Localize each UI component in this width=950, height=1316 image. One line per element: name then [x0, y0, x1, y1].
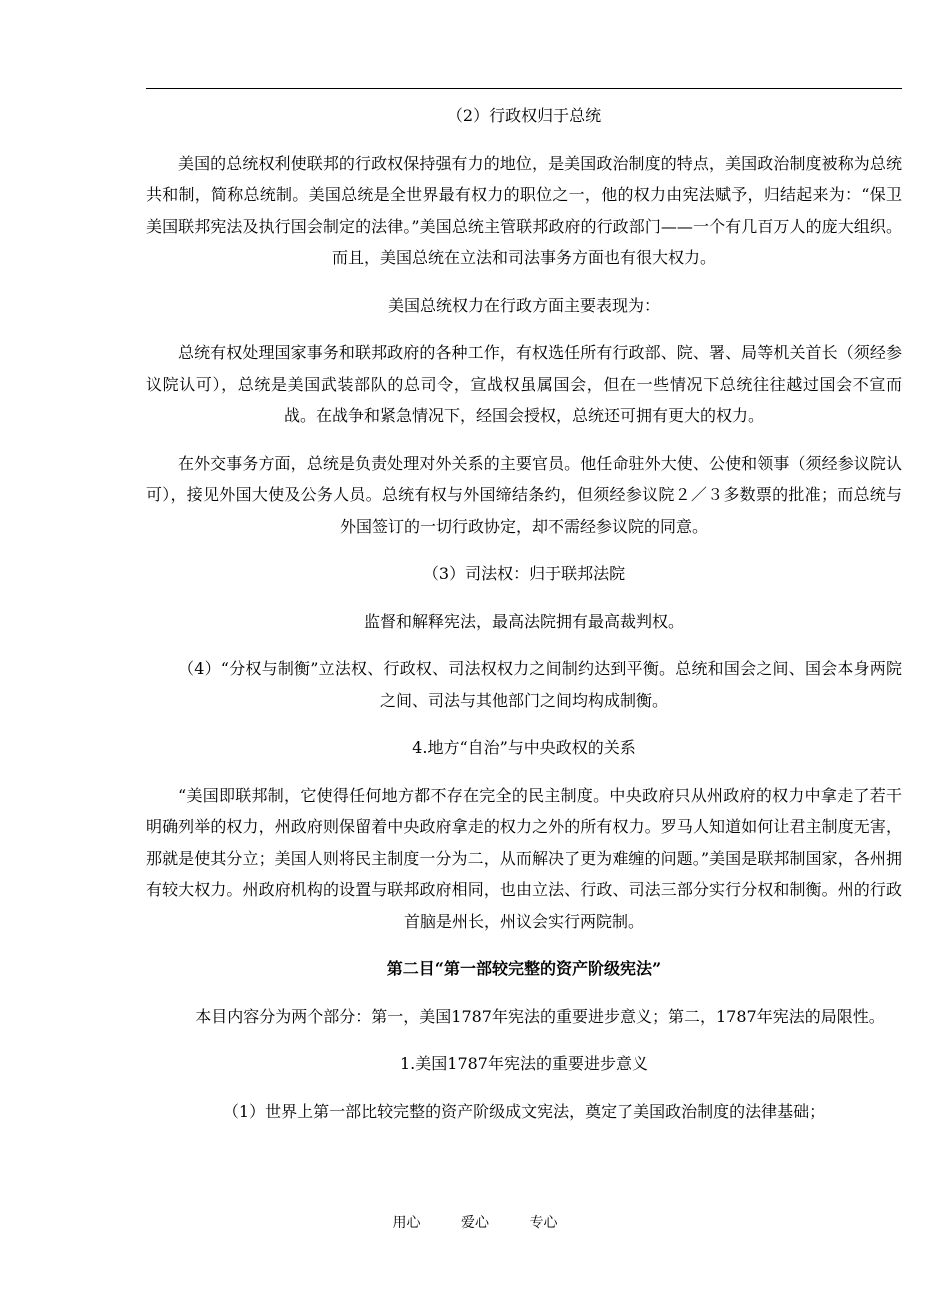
- paragraph-president-power: 美国的总统权利使联邦的行政权保持强有力的地位，是美国政治制度的特点，美国政治制度被称为总统共和制，简称总统制。美国总统是全世界最有权力的职位之一，他的权力由宪法赋予，归结起来为：“保卫美国联邦宪法及执行国会制定的法律。”美国总统主管联邦政府的行政部门——一个有几百万人的庞大组织。而且，美国总统在立法和司法事务方面也有很大权力。: [146, 153, 902, 267]
- paragraph-supreme-court: 监督和解释宪法，最高法院拥有最高裁判权。: [363, 611, 684, 631]
- section-heading-judicial: （3）司法权：归于联邦法院: [422, 564, 626, 583]
- footer-word-1: 用心: [392, 1215, 421, 1231]
- paragraph-first-constitution: （1）世界上第一部比较完整的资产阶级成文宪法，奠定了美国政治制度的法律基础；: [222, 1101, 826, 1121]
- section-heading-significance: 1.美国1787年宪法的重要进步意义: [400, 1054, 648, 1073]
- paragraph-federalism: “美国即联邦制，它使得任何地方都不存在完全的民主制度。中央政府只从州政府的权力中拿走了若干明确列举的权力，州政府则保留着中央政府拿走的权力之外的所有权力。罗马人知道如何让君主制度无害，那就是使其分立；美国人则将民主制度一分为二，从而解决了更为难缠的问题。”美国是联邦制国家，各州拥有较大权力。州政府机构的设置与联邦政府相同，也由立法、行政、司法三部分实行分权和制衡。州的行政首脑是州长，州议会实行两院制。: [146, 785, 902, 931]
- footer-word-2: 爱心: [461, 1215, 489, 1231]
- paragraph-checks-balances: （4）“分权与制衡”立法权、行政权、司法权权力之间制约达到平衡。总统和国会之间、国会本身两院之间、司法与其他部门之间均构成制衡。: [178, 659, 902, 710]
- section-heading-executive: （2）行政权归于总统: [446, 106, 602, 125]
- paragraph-executive-intro: 美国总统权力在行政方面主要表现为：: [387, 295, 660, 315]
- page-footer: [0, 1212, 950, 1232]
- header-rule: [146, 88, 902, 89]
- section-heading-local-autonomy: 4.地方“自治”与中央政权的关系: [412, 738, 636, 757]
- footer-word-3: 专心: [529, 1215, 558, 1231]
- paragraph-executive-powers: 总统有权处理国家事务和联邦政府的各种工作，有权选任所有行政部、院、署、局等机关首长（须经参议院认可），总统是美国武装部队的总司令，宣战权虽属国会，但在一些情况下总统往往越过国会不宣而战。在战争和紧急情况下，经国会授权，总统还可拥有更大的权力。: [146, 343, 902, 425]
- chapter-heading: 第二目“第一部较完整的资产阶级宪法”: [386, 959, 662, 978]
- document-body: [146, 100, 902, 1127]
- paragraph-overview: 本目内容分为两个部分：第一，美国1787年宪法的重要进步意义；第二，1787年宪法的局限性。: [195, 1006, 885, 1026]
- paragraph-foreign-affairs: 在外交事务方面，总统是负责处理对外关系的主要官员。他任命驻外大使、公使和领事（须经参议院认可），接见外国大使及公务人员。总统有权与外国缔结条约，但须经参议院２／３多数票的批准；而总统与外国签订的一切行政协定，却不需经参议院的同意。: [146, 453, 902, 536]
